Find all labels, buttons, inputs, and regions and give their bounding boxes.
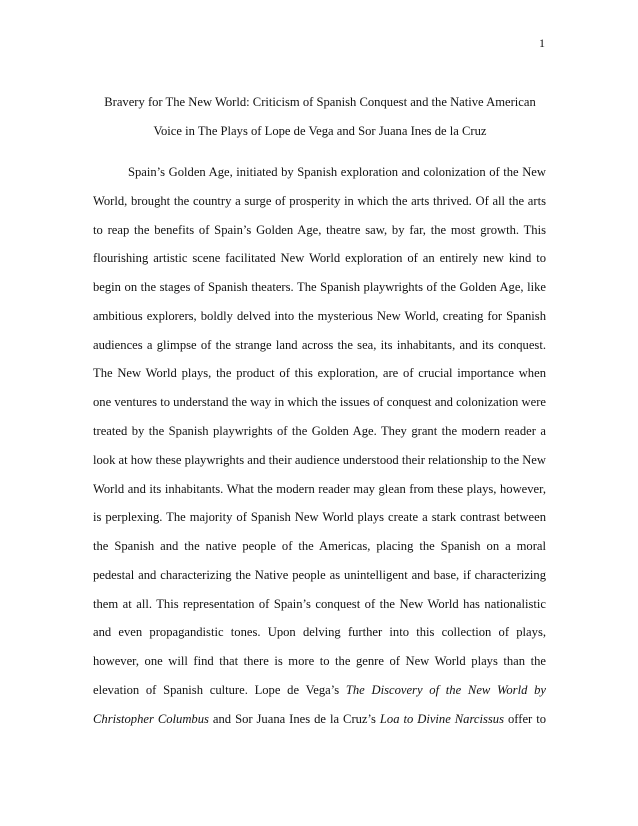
title-line-2: Voice in The Plays of Lope de Vega and Sor Juana Ines de la Cruz bbox=[153, 124, 487, 138]
body-line: The New World plays, the product of this exploration, are of crucial importance when bbox=[93, 366, 546, 380]
play-title-loa: Loa to Divine Narcissus bbox=[379, 712, 505, 726]
body-text: and Sor Juana Ines de la Cruz’s bbox=[208, 712, 380, 726]
body-line: one ventures to understand the way in which the issues of conquest and colonization were bbox=[93, 395, 546, 409]
body-line: begin on the stages of Spanish theaters. The Spanish playwrights of the Golden Age, like bbox=[93, 280, 546, 294]
body-line: to reap the benefits of Spain’s Golden Age, theatre saw, by far, the most growth. This bbox=[93, 223, 546, 237]
body-line: ambitious explorers, boldly delved into the mysterious New World, creating for Spanish bbox=[93, 309, 546, 323]
play-title-discovery: The Discovery of the New World by bbox=[345, 683, 546, 697]
body-line: them at all. This representation of Spain’s conquest of the New World has nationalistic bbox=[93, 597, 546, 611]
body-line: look at how these playwrights and their audience understood their relationship to the New bbox=[93, 453, 546, 467]
body-text: elevation of Spanish culture. Lope de Vega’s bbox=[93, 683, 346, 697]
body-text: offer to bbox=[504, 712, 546, 726]
body-line: flourishing artistic scene facilitated New World exploration of an entirely new kind to bbox=[93, 251, 546, 265]
body-line: World, brought the country a surge of prosperity in which the arts thrived. Of all the arts bbox=[93, 194, 546, 208]
body-line: however, one will find that there is more to the genre of New World plays than the bbox=[93, 654, 546, 668]
body-line: the Spanish and the native people of the Americas, placing the Spanish on a moral bbox=[93, 539, 546, 553]
body-line: World and its inhabitants. What the modern reader may glean from these plays, however, bbox=[93, 482, 546, 496]
body-line: treated by the Spanish playwrights of the Golden Age. They grant the modern reader a bbox=[93, 424, 546, 438]
body-line: audiences a glimpse of the strange land across the sea, its inhabitants, and its conquest. bbox=[93, 338, 546, 352]
body-line: Spain’s Golden Age, initiated by Spanish exploration and colonization of the New bbox=[128, 165, 546, 179]
body-line: and even propagandistic tones. Upon delving further into this collection of plays, bbox=[93, 625, 546, 639]
body-line: is perplexing. The majority of Spanish New World plays create a stark contrast between bbox=[93, 510, 546, 524]
page-number: 1 bbox=[539, 36, 545, 50]
body-line: pedestal and characterizing the Native people as unintelligent and base, if characterizing bbox=[93, 568, 546, 582]
play-title-columbus: Christopher Columbus bbox=[93, 712, 209, 726]
body-line bbox=[93, 683, 546, 697]
body-line bbox=[93, 712, 546, 726]
title-line-1: Bravery for The New World: Criticism of Spanish Conquest and the Native American bbox=[104, 95, 536, 109]
